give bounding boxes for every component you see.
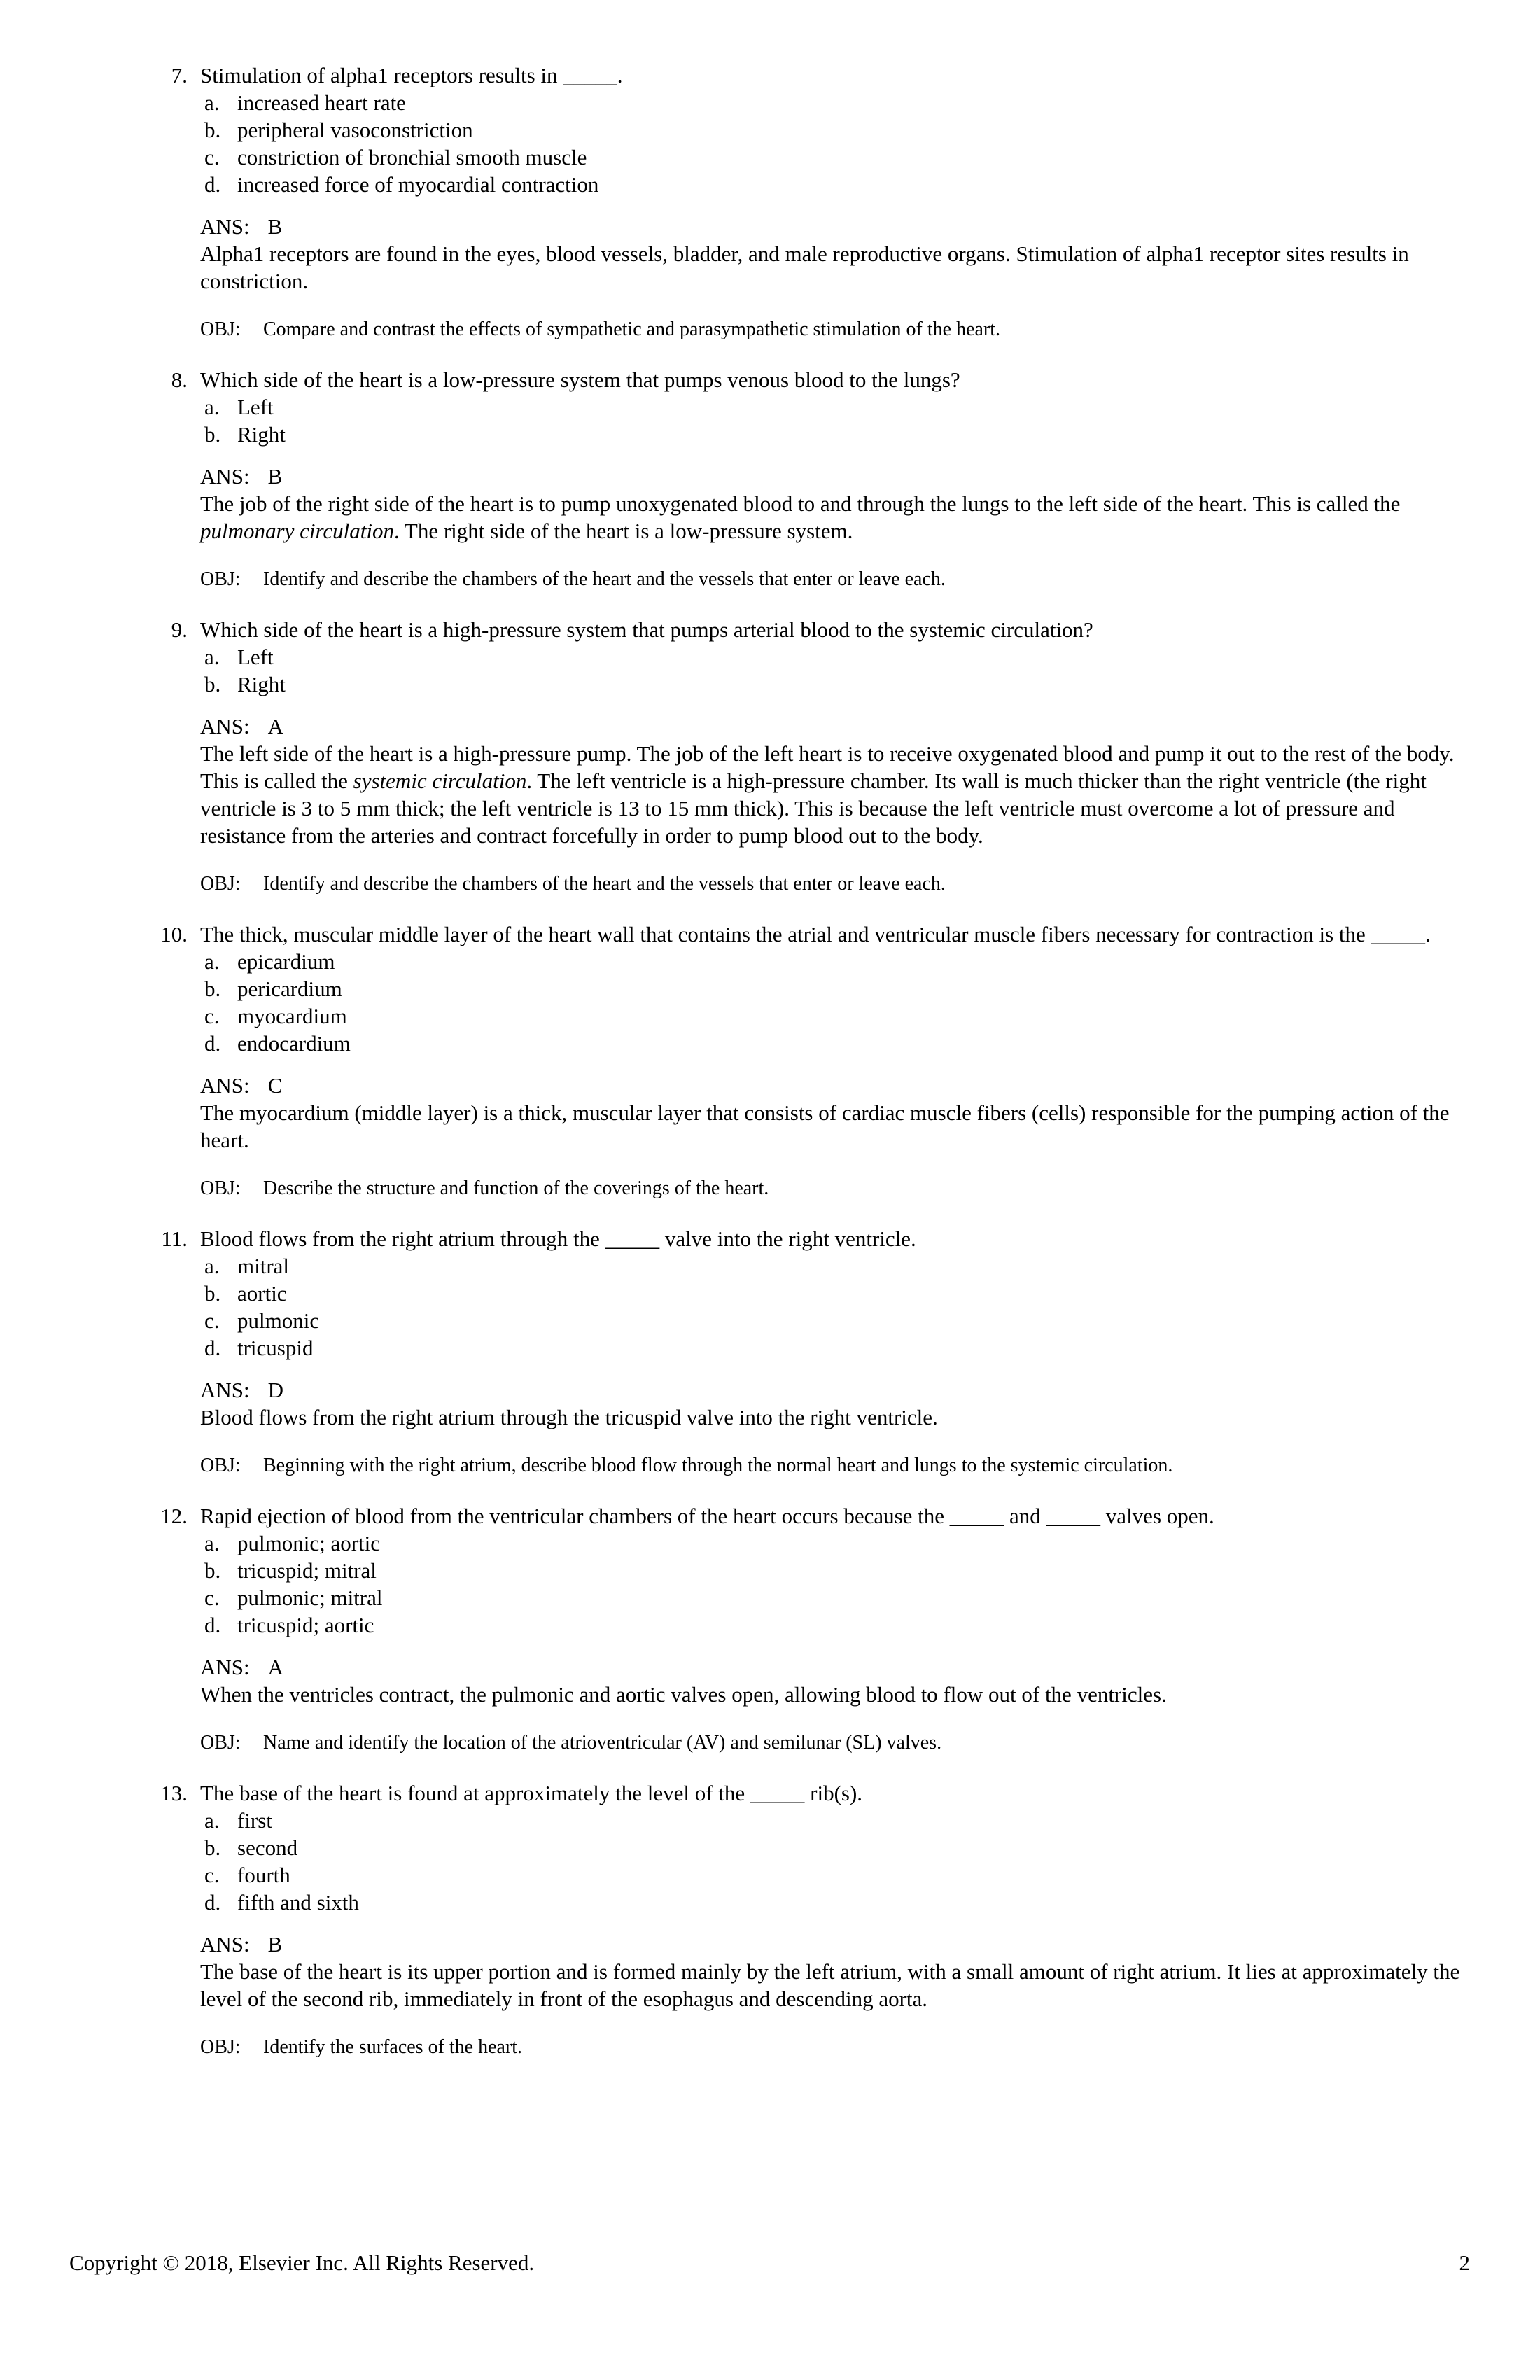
- choice-letter: a.: [204, 645, 220, 669]
- objective-text: Identify and describe the chambers of the heart and the vessels that enter or leave each.: [263, 568, 946, 590]
- choice-text: constriction of bronchial smooth muscle: [237, 145, 587, 169]
- question-line: [0, 920, 1480, 948]
- choice-letter: b.: [204, 672, 221, 696]
- objective-line: [200, 2035, 1480, 2060]
- question-text: The thick, muscular middle layer of the heart wall that contains the atrial and ventricular muscle fibers necessary for contraction is the _____.: [200, 922, 1431, 946]
- choice-text: mitral: [237, 1254, 290, 1278]
- choice-row: [204, 1030, 1480, 1057]
- choice-text: increased heart rate: [237, 90, 406, 115]
- choice-row: [204, 421, 1480, 448]
- text-run: The myocardium (middle layer) is a thick, muscular layer that consists of cardiac muscle fibers (cells) responsible for the pumping action of the heart.: [200, 1100, 1450, 1152]
- question-block: [0, 920, 1480, 1201]
- questions-list: [0, 62, 1480, 2084]
- answer-explanation: [200, 1681, 1480, 1708]
- choice-text: increased force of myocardial contraction: [237, 172, 599, 197]
- answer-line: [200, 1072, 1480, 1099]
- answer-line: [200, 213, 1480, 240]
- choice-text: fourth: [237, 1863, 290, 1887]
- choice-letter: c.: [204, 1308, 220, 1333]
- text-run: When the ventricles contract, the pulmonic and aortic valves open, allowing blood to flow out of the ventricles.: [200, 1682, 1167, 1707]
- answer-line: [200, 713, 1480, 740]
- answer-label: ANS:: [200, 714, 250, 738]
- choice-text: aortic: [237, 1281, 287, 1306]
- choice-letter: d.: [204, 1890, 221, 1914]
- question-line: [0, 62, 1480, 89]
- question-text: Stimulation of alpha1 receptors results in _____.: [200, 63, 623, 88]
- objective-text: Name and identify the location of the atrioventricular (AV) and semilunar (SL) valves.: [263, 1732, 942, 1754]
- choice-text: fifth and sixth: [237, 1890, 359, 1914]
- objective-line: [200, 872, 1480, 897]
- choice-text: pulmonic: [237, 1308, 320, 1333]
- choice-letter: c.: [204, 1863, 220, 1887]
- choice-letter: d.: [204, 172, 221, 197]
- choice-text: tricuspid; mitral: [237, 1558, 377, 1583]
- answer-explanation: [200, 740, 1480, 849]
- choice-row: [204, 1334, 1480, 1362]
- choice-row: [204, 1002, 1480, 1030]
- choice-text: peripheral vasoconstriction: [237, 118, 473, 142]
- question-line: [0, 1225, 1480, 1252]
- objective-label: OBJ:: [200, 568, 241, 590]
- choice-row: [204, 1252, 1480, 1280]
- answer-value: C: [267, 1073, 283, 1098]
- choice-text: pulmonic; mitral: [237, 1586, 383, 1610]
- answer-label: ANS:: [200, 464, 250, 489]
- footer-page-number: 2: [1459, 2250, 1470, 2275]
- choice-text: pericardium: [237, 976, 342, 1001]
- question-number: 9.: [171, 617, 188, 642]
- choice-letter: a.: [204, 1254, 220, 1278]
- choices-list: [0, 948, 1480, 1057]
- choice-letter: b.: [204, 422, 221, 447]
- objective-label: OBJ:: [200, 1455, 241, 1476]
- answer-line: [200, 1376, 1480, 1404]
- footer-copyright: Copyright © 2018, Elsevier Inc. All Rights Reserved.: [69, 2250, 535, 2275]
- choice-row: [204, 1611, 1480, 1639]
- answer-explanation: [200, 1404, 1480, 1431]
- choices-list: [0, 393, 1480, 448]
- answer-value: A: [267, 714, 284, 738]
- text-run: Blood flows from the right atrium through the tricuspid valve into the right ventricle.: [200, 1405, 938, 1429]
- answer-label: ANS:: [200, 214, 250, 239]
- question-block: [0, 1779, 1480, 2060]
- choice-text: pulmonic; aortic: [237, 1531, 381, 1555]
- choice-letter: c.: [204, 145, 220, 169]
- choice-row: [204, 1889, 1480, 1916]
- objective-label: OBJ:: [200, 2036, 241, 2058]
- choice-text: Right: [237, 422, 286, 447]
- question-text: The base of the heart is found at approximately the level of the _____ rib(s).: [200, 1781, 863, 1805]
- answer-explanation: [200, 240, 1480, 295]
- choice-text: myocardium: [237, 1004, 347, 1028]
- choice-letter: b.: [204, 976, 221, 1001]
- objective-text: Identify and describe the chambers of the heart and the vessels that enter or leave each.: [263, 873, 946, 895]
- choices-list: [0, 89, 1480, 198]
- choice-text: Left: [237, 645, 274, 669]
- question-number: 11.: [161, 1226, 188, 1251]
- italic-term: systemic circulation: [353, 769, 527, 793]
- question-block: [0, 616, 1480, 897]
- choices-list: [0, 1252, 1480, 1362]
- choice-text: tricuspid: [237, 1336, 314, 1360]
- question-block: [0, 366, 1480, 592]
- objective-line: [200, 317, 1480, 342]
- choice-row: [204, 1307, 1480, 1334]
- choice-row: [204, 116, 1480, 144]
- choice-row: [204, 1280, 1480, 1307]
- choice-letter: a.: [204, 1531, 220, 1555]
- text-run: The left side of the heart is a high-pressure pump. The job of the left heart is to receive oxygenated blood and pump it out to the rest of the body. This is called the: [200, 741, 1455, 793]
- choice-row: [204, 1557, 1480, 1584]
- answer-value: D: [267, 1378, 284, 1402]
- question-line: [0, 366, 1480, 393]
- choices-list: [0, 1530, 1480, 1639]
- text-run: Alpha1 receptors are found in the eyes, blood vessels, bladder, and male reproductive organs. Stimulation of alpha1 receptor sites results in constriction.: [200, 241, 1409, 293]
- choice-row: [204, 1861, 1480, 1889]
- choice-letter: c.: [204, 1004, 220, 1028]
- objective-label: OBJ:: [200, 1177, 241, 1199]
- choice-letter: b.: [204, 1281, 221, 1306]
- choice-letter: a.: [204, 395, 220, 419]
- text-run: . The left ventricle is a high-pressure chamber. Its wall is much thicker than the right ventricle (the right ventricle is 3 to 5 mm thick; the left ventricle is 13 to 15 mm thick). This is because the left ventricle must overcome a lot of pressure and resistance from the arteries and contract forcefully in order to pump blood out to the body.: [200, 769, 1427, 848]
- answer-explanation: [200, 1099, 1480, 1154]
- answer-value: B: [267, 1932, 283, 1956]
- choice-row: [204, 975, 1480, 1002]
- answer-line: [200, 1931, 1480, 1958]
- text-run: . The right side of the heart is a low-pressure system.: [393, 519, 853, 543]
- choices-list: [0, 1807, 1480, 1916]
- objective-label: OBJ:: [200, 318, 241, 340]
- answer-value: B: [267, 214, 283, 239]
- choice-letter: a.: [204, 1808, 220, 1833]
- question-block: [0, 62, 1480, 342]
- objective-line: [200, 1730, 1480, 1756]
- question-line: [0, 1779, 1480, 1807]
- choice-row: [204, 1807, 1480, 1834]
- answer-explanation: [200, 1958, 1480, 2012]
- choice-row: [204, 144, 1480, 171]
- question-number: 12.: [160, 1504, 188, 1528]
- question-text: Blood flows from the right atrium through the _____ valve into the right ventricle.: [200, 1226, 916, 1251]
- choice-letter: a.: [204, 949, 220, 974]
- choice-text: second: [237, 1835, 298, 1860]
- objective-text: Compare and contrast the effects of sympathetic and parasympathetic stimulation of the heart.: [263, 318, 1001, 340]
- objective-line: [200, 1453, 1480, 1478]
- page-footer: [69, 2249, 1470, 2276]
- choice-letter: b.: [204, 118, 221, 142]
- choice-row: [204, 1530, 1480, 1557]
- answer-label: ANS:: [200, 1655, 250, 1679]
- answer-line: [200, 1653, 1480, 1681]
- objective-label: OBJ:: [200, 873, 241, 895]
- choice-row: [204, 1584, 1480, 1611]
- choice-letter: b.: [204, 1835, 221, 1860]
- question-line: [0, 1502, 1480, 1530]
- answer-value: A: [267, 1655, 284, 1679]
- question-number: 7.: [171, 63, 188, 88]
- choice-text: tricuspid; aortic: [237, 1613, 374, 1637]
- answer-label: ANS:: [200, 1073, 250, 1098]
- choice-row: [204, 1834, 1480, 1861]
- answer-label: ANS:: [200, 1378, 250, 1402]
- question-text: Rapid ejection of blood from the ventricular chambers of the heart occurs because the _____ and _____ valves open.: [200, 1504, 1214, 1528]
- question-text: Which side of the heart is a low-pressure system that pumps venous blood to the lungs?: [200, 368, 960, 392]
- choice-letter: d.: [204, 1613, 221, 1637]
- choice-text: first: [237, 1808, 272, 1833]
- text-run: The base of the heart is its upper portion and is formed mainly by the left atrium, with a small amount of right atrium. It lies at approximately the level of the second rib, immediately in front of the esophagus and descending aorta.: [200, 1959, 1460, 2011]
- choice-text: epicardium: [237, 949, 335, 974]
- answer-value: B: [267, 464, 283, 489]
- objective-text: Beginning with the right atrium, describe blood flow through the normal heart and lungs to the systemic circulation.: [263, 1455, 1173, 1476]
- choice-text: Left: [237, 395, 274, 419]
- choice-row: [204, 89, 1480, 116]
- choice-text: Right: [237, 672, 286, 696]
- answer-label: ANS:: [200, 1932, 250, 1956]
- answer-explanation: [200, 490, 1480, 545]
- objective-text: Describe the structure and function of the coverings of the heart.: [263, 1177, 769, 1199]
- choice-letter: a.: [204, 90, 220, 115]
- question-number: 10.: [160, 922, 188, 946]
- choice-letter: d.: [204, 1031, 221, 1056]
- objective-text: Identify the surfaces of the heart.: [263, 2036, 523, 2058]
- answer-line: [200, 463, 1480, 490]
- choice-row: [204, 948, 1480, 975]
- choice-row: [204, 171, 1480, 198]
- choice-row: [204, 643, 1480, 671]
- choices-list: [0, 643, 1480, 698]
- choice-letter: c.: [204, 1586, 220, 1610]
- question-line: [0, 616, 1480, 643]
- objective-line: [200, 567, 1480, 592]
- text-run: The job of the right side of the heart is to pump unoxygenated blood to and through the lungs to the left side of the heart. This is called the: [200, 491, 1401, 516]
- italic-term: pulmonary circulation: [200, 519, 394, 543]
- question-block: [0, 1502, 1480, 1756]
- choice-letter: d.: [204, 1336, 221, 1360]
- choice-letter: b.: [204, 1558, 221, 1583]
- choice-row: [204, 393, 1480, 421]
- choice-text: endocardium: [237, 1031, 351, 1056]
- objective-label: OBJ:: [200, 1732, 241, 1754]
- question-number: 8.: [171, 368, 188, 392]
- question-text: Which side of the heart is a high-pressure system that pumps arterial blood to the systemic circulation?: [200, 617, 1093, 642]
- question-block: [0, 1225, 1480, 1478]
- objective-line: [200, 1176, 1480, 1201]
- question-number: 13.: [160, 1781, 188, 1805]
- choice-row: [204, 671, 1480, 698]
